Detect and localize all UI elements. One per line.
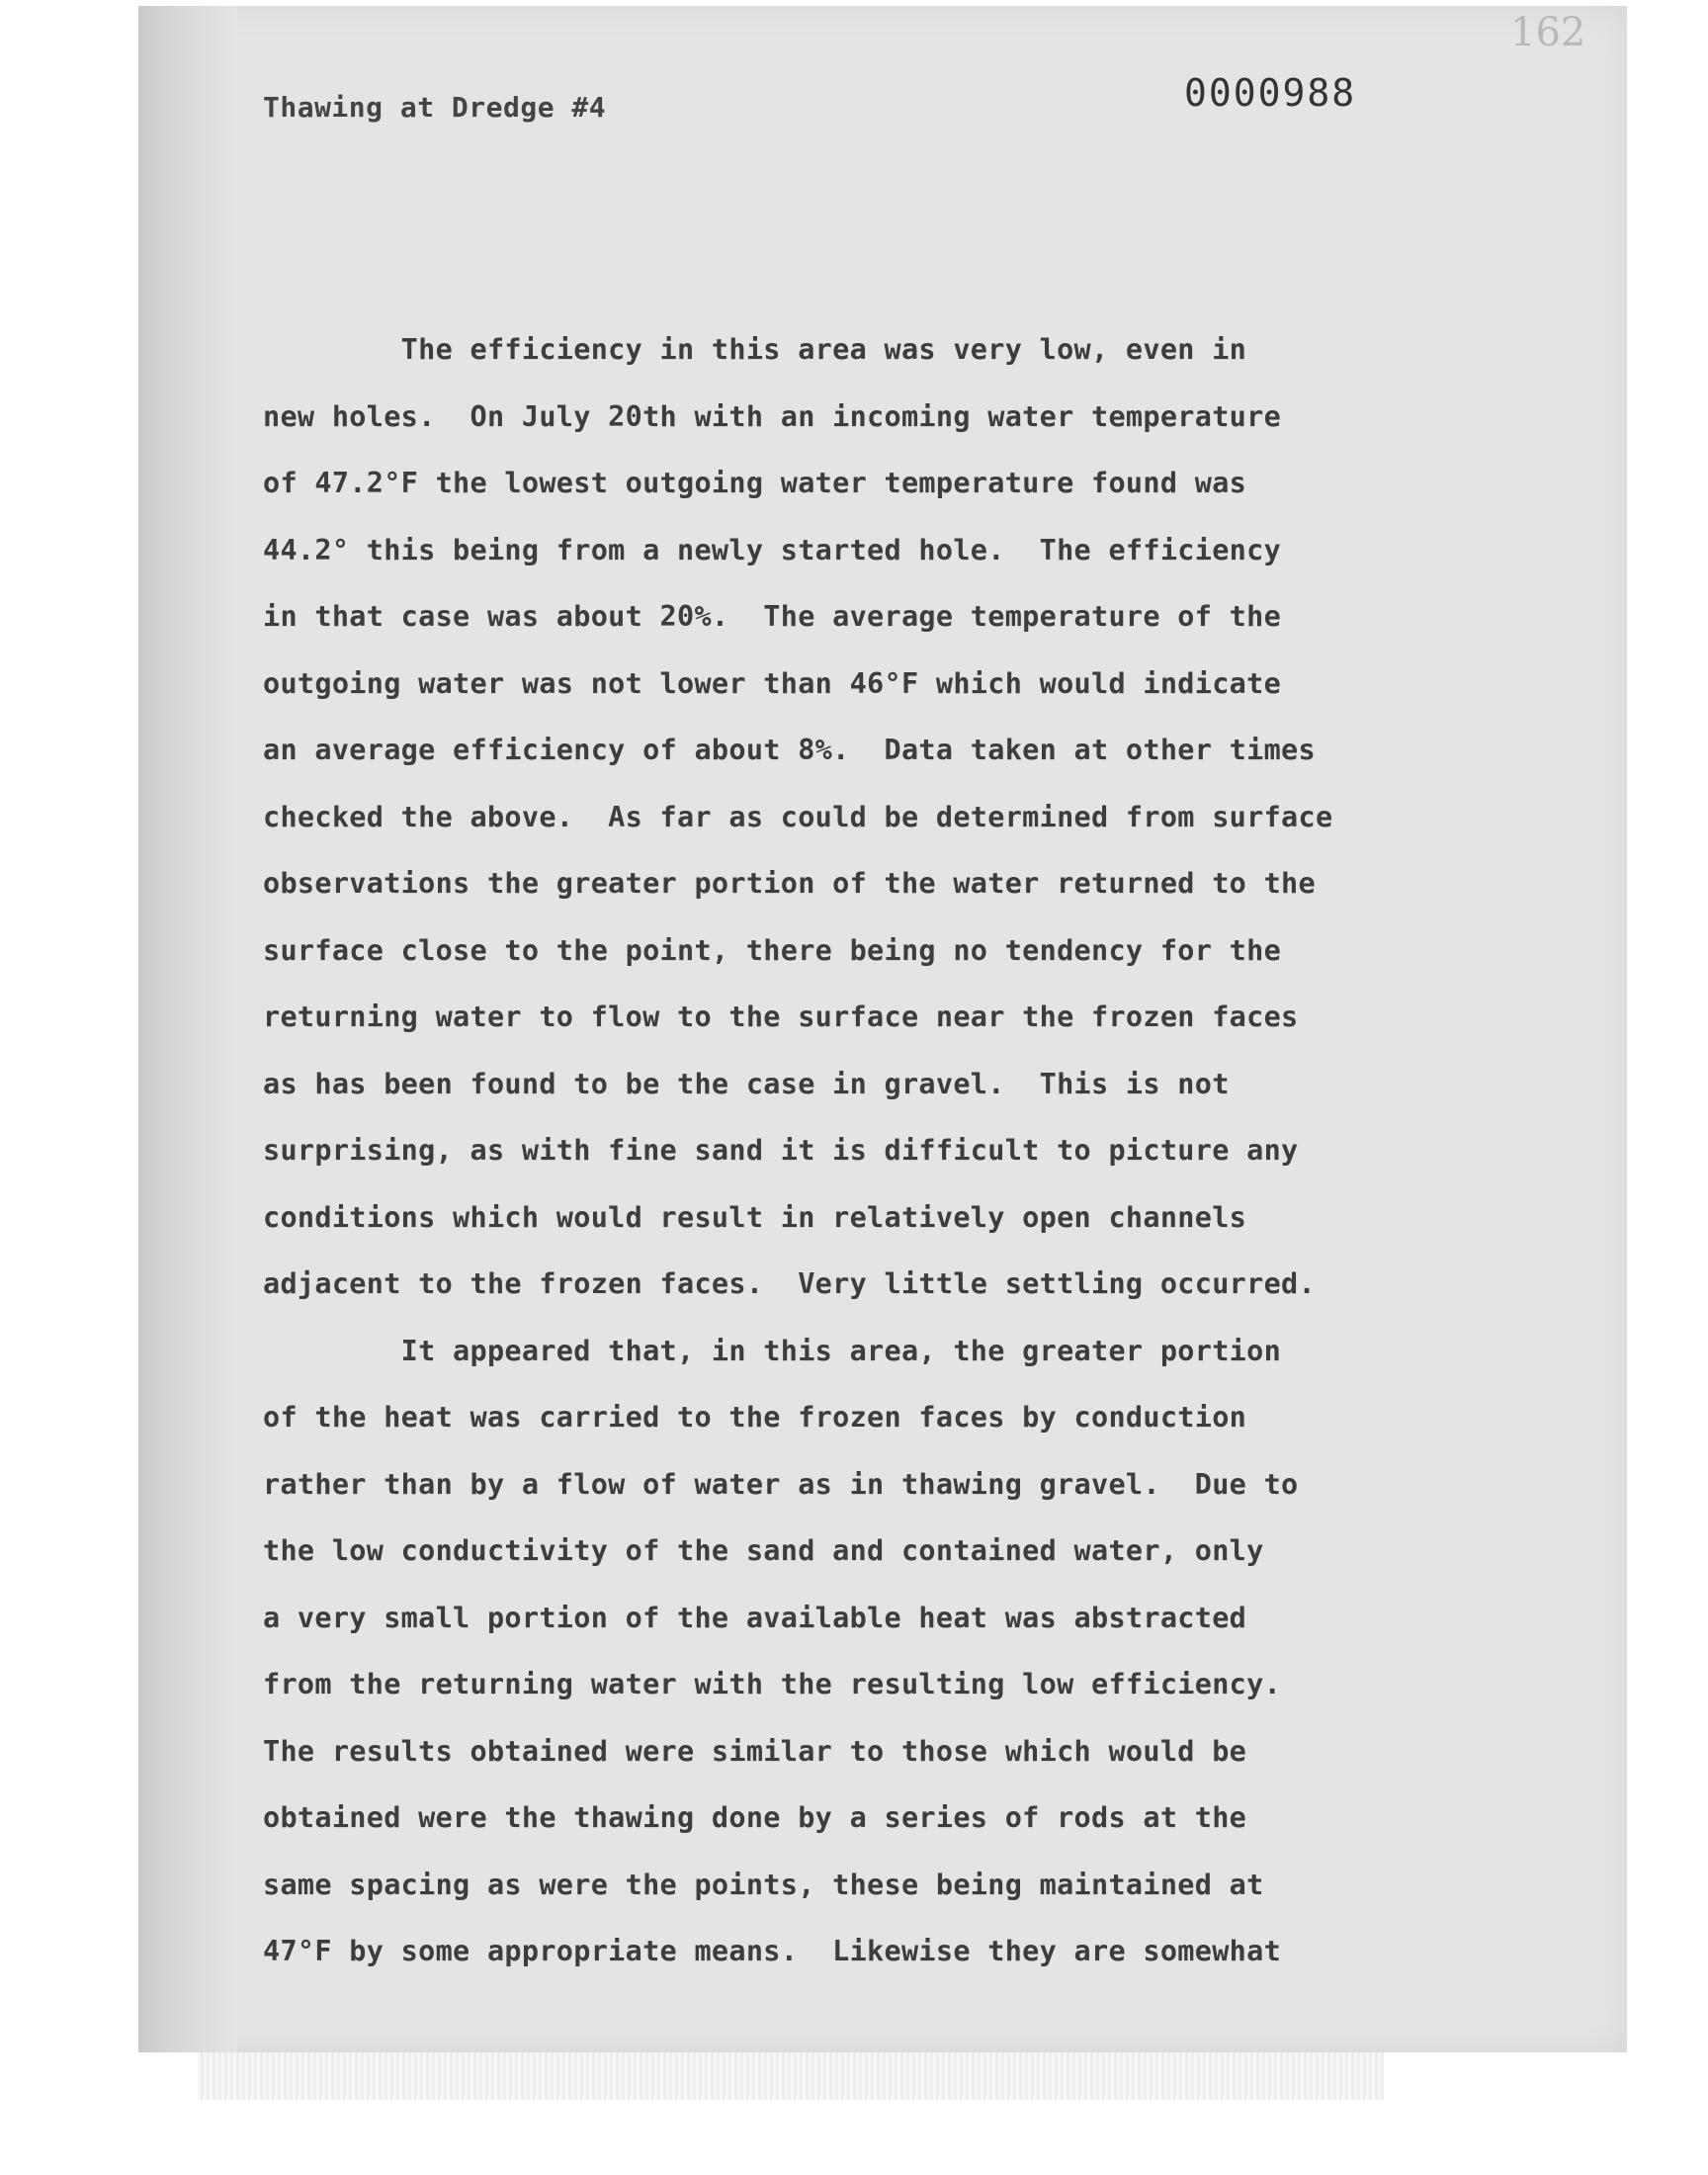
body-line: obtained were the thawing done by a series of rods at the [263, 1801, 1247, 1834]
body-line: a very small portion of the available heat was abstracted [263, 1601, 1247, 1634]
body-line: 47°F by some appropriate means. Likewise they are somewhat [263, 1935, 1282, 1967]
body-line: rather than by a flow of water as in thawing gravel. Due to [263, 1467, 1299, 1501]
document-id: 0000988 [1184, 71, 1357, 115]
body-line: observations the greater portion of the water returned to the [263, 867, 1316, 900]
body-line: new holes. On July 20th with an incoming water temperature [263, 399, 1282, 433]
body-line: 44.2° this being from a newly started hole. The efficiency [263, 533, 1282, 566]
body-line: The results obtained were similar to those which would be [263, 1734, 1247, 1768]
body-line: checked the above. As far as could be determined from surface [263, 800, 1333, 833]
body-line: adjacent to the frozen faces. Very little settling occurred. [263, 1267, 1316, 1300]
page-binding-edge [138, 6, 237, 2052]
body-line: of the heat was carried to the frozen faces by conduction [263, 1401, 1247, 1434]
scan-bleed [198, 2052, 1384, 2100]
body-line: returning water to flow to the surface near the frozen faces [263, 1000, 1299, 1033]
body-line: in that case was about 20%. The average temperature of the [263, 600, 1282, 633]
page-number: 162 [1510, 10, 1586, 55]
body-line: The efficiency in this area was very low, even in [263, 333, 1247, 366]
body-line: as has been found to be the case in gravel. This is not [263, 1067, 1230, 1100]
document-title: Thawing at Dredge #4 [263, 91, 607, 124]
body-line: same spacing as were the points, these being maintained at [263, 1868, 1264, 1901]
body-line: It appeared that, in this area, the greater portion [263, 1334, 1282, 1367]
body-line: outgoing water was not lower than 46°F which would indicate [263, 666, 1282, 700]
body-line: of 47.2°F the lowest outgoing water temperature found was [263, 467, 1247, 499]
body-line: an average efficiency of about 8%. Data taken at other times [263, 734, 1316, 766]
body-line: from the returning water with the resulting low efficiency. [263, 1668, 1282, 1700]
body-line: the low conductivity of the sand and contained water, only [263, 1534, 1264, 1567]
body-line: conditions which would result in relatively open channels [263, 1200, 1247, 1234]
body-text [263, 316, 1528, 1985]
body-line: surprising, as with fine sand it is difficult to picture any [263, 1134, 1299, 1167]
body-line: surface close to the point, there being no tendency for the [263, 933, 1282, 967]
